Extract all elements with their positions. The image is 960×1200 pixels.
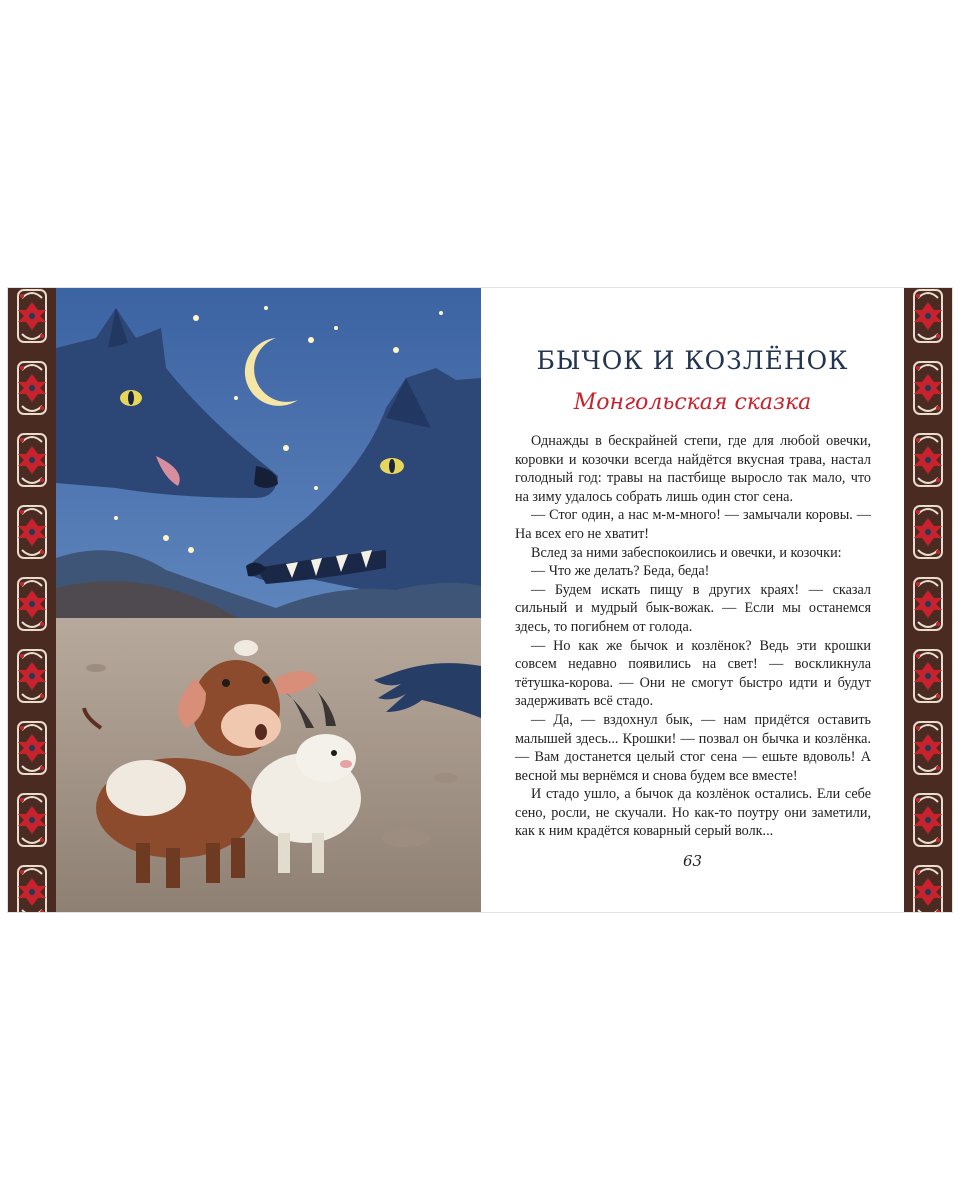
story-paragraph: — Стог один, а нас м-м-много! — замычали коровы. — На всех его не хватит! <box>515 507 871 542</box>
story-paragraph: — Да, — вздохнул бык, — нам придётся оставить малышей здесь... Крошки! — позвал он бычка и козлёнка. — Вам достанется целый стог сена — ешьте вдоволь! А весной мы вернёмся и снова будем все вместе! <box>515 711 871 784</box>
story-title: БЫЧОК И КОЗЛЁНОК <box>536 346 849 375</box>
ornamental-border-right <box>904 288 952 912</box>
story-body <box>515 432 871 841</box>
story-paragraph: — Что же делать? Беда, беда! <box>531 563 710 580</box>
text-page <box>481 288 904 912</box>
steppe-ground <box>56 618 481 912</box>
story-paragraph: И стадо ушло, а бычок да козлёнок остались. Ели себе сено, росли, не скучали. Но как-то поутру они заметили, как к ним крадётся коварный серый волк... <box>515 786 871 840</box>
ornamental-border-left <box>8 288 56 912</box>
page-number: 63 <box>682 852 703 870</box>
story-paragraph: — Будем искать пищу в других краях! — сказал сильный и мудрый бык-вожак. — Если мы останемся здесь, то погибнем от голода. <box>515 581 871 635</box>
story-subtitle: Монгольская сказка <box>573 390 812 415</box>
story-paragraph: Вслед за ними забеспокоились и овечки, и козочки: <box>531 544 842 561</box>
book-spread <box>8 288 952 912</box>
illustration-wolves-calf-kid <box>56 288 481 912</box>
story-paragraph: — Но как же бычок и козлёнок? Ведь эти крошки совсем недавно появились на свет! — воскликнула тётушка-корова. — Они не смогут быстро идти и будут задерживать всё стадо. <box>515 637 871 710</box>
story-paragraph: Однажды в бескрайней степи, где для любой овечки, коровки и козочки всегда найдётся вкусная трава, настал голодный год: травы на пастбище выросло так мало, что на зиму удалось собрать лишь один стог сена. <box>515 433 871 505</box>
